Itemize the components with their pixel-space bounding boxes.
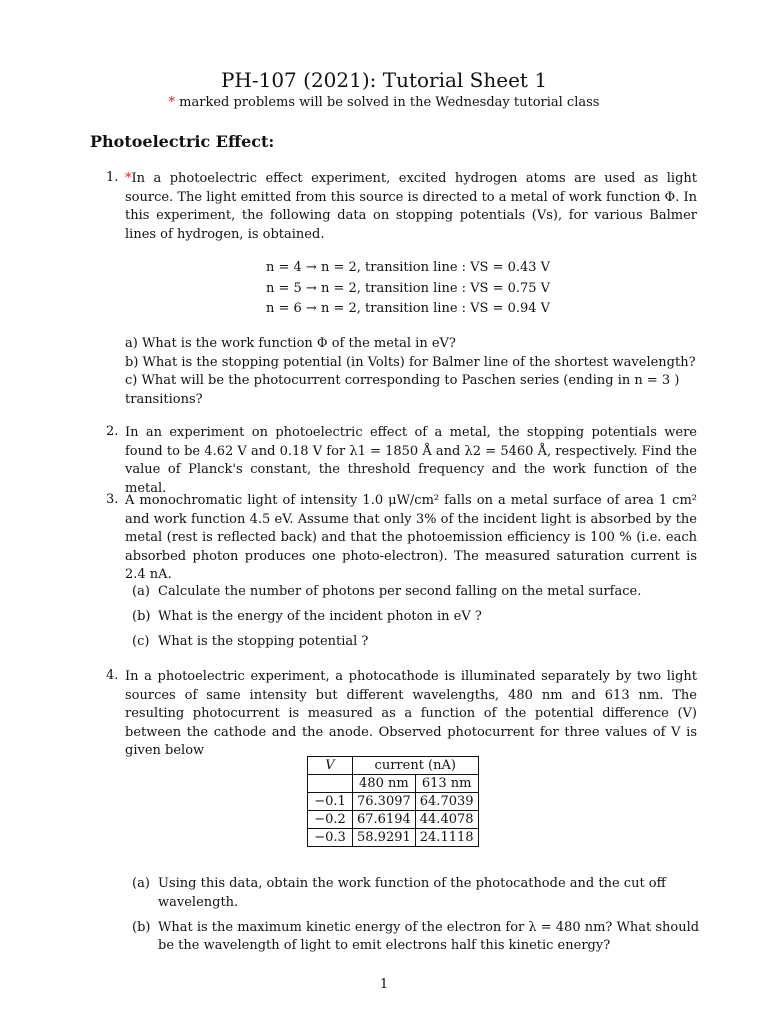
list-item bbox=[132, 875, 700, 912]
table-header-row bbox=[308, 757, 479, 775]
list-item bbox=[132, 919, 700, 956]
header-current: current (nA) bbox=[353, 757, 479, 775]
cell-613: 24.1118 bbox=[415, 829, 478, 847]
table-row bbox=[308, 793, 479, 811]
subtitle-text: marked problems will be solved in the Wednesday tutorial class bbox=[179, 95, 600, 110]
cell-480: 58.9291 bbox=[353, 829, 416, 847]
equation-row: n = 5 → n = 2, transition line : VS = 0.75 V bbox=[266, 280, 551, 296]
subquestion: c) What will be the photocurrent corresponding to Paschen series (ending in n = 3 ) transitions? bbox=[125, 373, 680, 407]
table-row bbox=[308, 811, 479, 829]
item-label: (b) bbox=[132, 919, 151, 935]
section-heading: Photoelectric Effect: bbox=[90, 132, 275, 151]
problem-1-text bbox=[125, 170, 697, 244]
problem-4-items bbox=[132, 875, 700, 962]
problem-1-star: * bbox=[125, 171, 132, 186]
star-marker: * bbox=[168, 95, 176, 110]
cell-v: −0.3 bbox=[308, 829, 353, 847]
photocurrent-table bbox=[307, 756, 479, 847]
header-613: 613 nm bbox=[415, 775, 478, 793]
item-text: Calculate the number of photons per second falling on the metal surface. bbox=[158, 584, 642, 599]
page-title: PH-107 (2021): Tutorial Sheet 1 bbox=[220, 68, 548, 92]
cell-613: 44.4078 bbox=[415, 811, 478, 829]
item-label: (b) bbox=[132, 609, 151, 624]
subtitle bbox=[0, 95, 768, 110]
item-text: What is the stopping potential ? bbox=[158, 634, 369, 649]
item-text: What is the energy of the incident photon in eV ? bbox=[158, 609, 482, 624]
subquestion: b) What is the stopping potential (in Volts) for Balmer line of the shortest wavelength? bbox=[125, 354, 696, 370]
page-number: 1 bbox=[379, 977, 389, 992]
header-v: V bbox=[308, 757, 353, 775]
cell-v: −0.1 bbox=[308, 793, 353, 811]
table-subheader-row bbox=[308, 775, 479, 793]
item-text: What is the maximum kinetic energy of the electron for λ = 480 nm? What should be the wavelength of light to emit electrons half this kinetic energy? bbox=[158, 919, 700, 953]
item-label: (a) bbox=[132, 584, 150, 599]
problem-2-text: In an experiment on photoelectric effect of a metal, the stopping potentials were found to be 4.62 V and 0.18 V for λ1 = 1850 Å and λ2 = 5460 Å, respectively. Find the value of Planck's constant, the threshold frequency and the work function of the metal. bbox=[125, 425, 697, 496]
item-text: Using this data, obtain the work function of the photocathode and the cut off wavelength. bbox=[158, 876, 666, 910]
list-item bbox=[132, 583, 700, 602]
table-row bbox=[308, 829, 479, 847]
list-item bbox=[132, 608, 700, 627]
balmer-equations bbox=[266, 258, 550, 320]
equation-row: n = 4 → n = 2, transition line : VS = 0.43 V bbox=[266, 260, 551, 275]
item-label: (c) bbox=[132, 634, 150, 649]
item-label: (a) bbox=[132, 876, 150, 891]
problem-3-text: A monochromatic light of intensity 1.0 μW/cm² falls on a metal surface of area 1 cm² and work function 4.5 eV. Assume that only 3% of the incident light is absorbed by the metal (rest is reflected back) and that the photoemission efficiency is 100 % (i.e. each absorbed photon produces one photo-electron). The measured saturation current is 2.4 nA. bbox=[125, 493, 697, 582]
problem-4-text: In a photoelectric experiment, a photocathode is illuminated separately by two light sources of same intensity but different wavelengths, 480 nm and 613 nm. The resulting photocurrent is measured as a function of the potential difference (V) between the cathode and the anode. Observed photocurrent for three values of V is given below bbox=[125, 669, 697, 758]
problem-1-body: In a photoelectric effect experiment, excited hydrogen atoms are used as light source. The light emitted from this source is directed to a metal of work function Φ. In this experiment, the following data on stopping potentials (Vs), for various Balmer lines of hydrogen, is obtained. bbox=[125, 171, 697, 242]
list-item bbox=[132, 633, 700, 652]
problem-1-number: 1. bbox=[106, 170, 119, 185]
empty-cell bbox=[308, 775, 353, 793]
cell-v: −0.2 bbox=[308, 811, 353, 829]
problem-1-subquestions bbox=[125, 335, 697, 409]
problem-3-number: 3. bbox=[106, 492, 119, 507]
header-480: 480 nm bbox=[353, 775, 416, 793]
problem-2-number: 2. bbox=[106, 424, 119, 439]
cell-480: 67.6194 bbox=[353, 811, 416, 829]
equation-row: n = 6 → n = 2, transition line : VS = 0.94 V bbox=[266, 301, 551, 316]
cell-480: 76.3097 bbox=[353, 793, 416, 811]
problem-3-items bbox=[132, 583, 700, 658]
cell-613: 64.7039 bbox=[415, 793, 478, 811]
problem-4-number: 4. bbox=[106, 668, 119, 683]
subquestion: a) What is the work function Φ of the metal in eV? bbox=[125, 336, 456, 351]
